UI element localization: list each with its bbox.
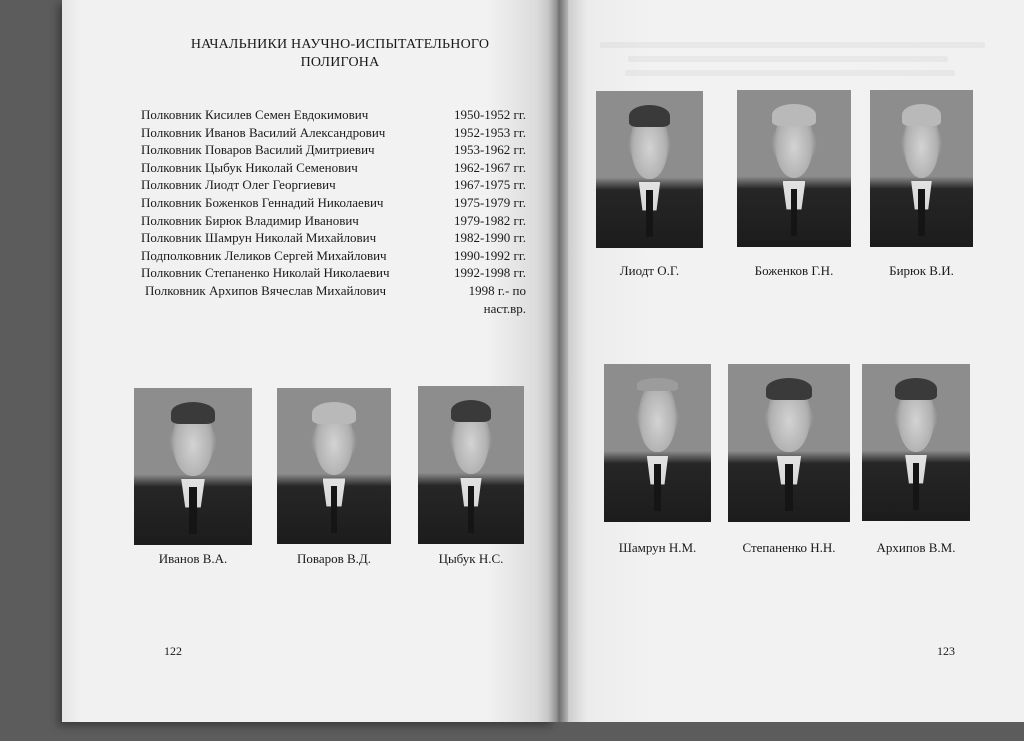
photo-caption: Шамрун Н.М. (618, 540, 697, 555)
photo-caption: Боженков Г.Н. (754, 263, 834, 278)
bleed-through-text (600, 42, 985, 48)
service-years: 1998 г.- по (468, 282, 526, 298)
portrait-photo (418, 386, 524, 544)
service-years: 1950-1952 гг. (453, 107, 526, 122)
list-item (141, 106, 526, 124)
list-item (141, 124, 526, 142)
commander-name: Полковник Шамрун Николай Михайлович (141, 230, 377, 246)
commander-name: Полковник Архипов Вячеслав Михайлович (145, 282, 387, 298)
portrait-hair (766, 378, 812, 400)
portrait-photo (737, 90, 851, 247)
portrait-tie (331, 486, 338, 533)
service-years: 1952-1953 гг. (453, 124, 526, 140)
portrait-photo (728, 364, 850, 522)
service-years: 1979-1982 гг. (453, 212, 526, 228)
commander-name: Полковник Цыбук Николай Семенович (141, 159, 358, 175)
commander-name: Полковник Бирюк Владимир Иванович (141, 212, 359, 228)
page-number: 122 (164, 644, 182, 658)
portrait-hair (171, 402, 216, 424)
portrait-photo (596, 91, 703, 248)
service-years: 1967-1975 гг. (453, 177, 526, 193)
bleed-through-text (628, 56, 948, 62)
portrait-photo (862, 364, 970, 521)
commander-name: Полковник Степаненко Николай Николаевич (141, 265, 390, 281)
service-years: 1990-1992 гг. (453, 247, 526, 263)
portrait-tie (913, 463, 919, 510)
portrait-tie (918, 189, 924, 236)
photo-caption: Бирюк В.И. (889, 263, 954, 278)
portrait-hair (312, 402, 355, 424)
commanders-list (141, 106, 526, 317)
portrait-tie (646, 190, 652, 237)
portrait-hair (629, 105, 670, 127)
service-years-continued: наст.вр. (483, 300, 526, 316)
portrait-photo (604, 364, 711, 522)
portrait-head (639, 383, 675, 453)
portrait-tie (785, 464, 792, 511)
portrait-hair (451, 400, 491, 422)
bleed-through-text (625, 70, 955, 76)
commander-name: Полковник Поваров Василий Дмитриевич (141, 142, 375, 158)
list-item (141, 282, 526, 300)
portrait-hair (895, 378, 936, 400)
photo-caption: Лиодт О.Г. (619, 263, 680, 278)
book-gutter (548, 0, 568, 722)
portrait-photo (870, 90, 973, 247)
commander-name: Полковник Кисилев Семен Евдокимович (141, 107, 369, 122)
commander-name: Полковник Боженков Геннадий Николаевич (141, 194, 384, 210)
portrait-hair (637, 378, 678, 391)
list-item (141, 229, 526, 247)
portrait-hair (772, 104, 815, 126)
portrait-hair (902, 104, 941, 126)
service-years: 1953-1962 гг. (453, 142, 526, 158)
service-years: 1975-1979 гг. (453, 194, 526, 210)
photo-caption: Поваров В.Д. (296, 551, 372, 566)
page-number: 123 (937, 644, 955, 658)
list-item (141, 212, 526, 230)
photo-caption: Иванов В.А. (158, 551, 228, 566)
photo-caption: Цыбук Н.С. (438, 551, 504, 566)
photo-caption: Архипов В.М. (876, 540, 956, 555)
commander-name: Полковник Лиодт Олег Георгиевич (141, 177, 336, 193)
page-title (140, 36, 540, 72)
portrait-tie (654, 464, 660, 511)
title-line-1: НАЧАЛЬНИКИ НАУЧНО-ИСПЫТАТЕЛЬНОГО (190, 37, 490, 52)
service-years: 1992-1998 гг. (453, 265, 526, 281)
service-years: 1962-1967 гг. (453, 159, 526, 175)
portrait-photo (277, 388, 391, 544)
portrait-photo (134, 388, 252, 545)
photo-caption: Степаненко Н.Н. (742, 540, 836, 555)
list-item (141, 176, 526, 194)
list-item (141, 264, 526, 282)
commander-name: Подполковник Леликов Сергей Михайлович (141, 247, 387, 263)
portrait-tie (791, 189, 798, 236)
portrait-tie (189, 487, 196, 534)
portrait-tie (468, 486, 474, 533)
service-years: 1982-1990 гг. (453, 230, 526, 246)
list-item (141, 159, 526, 177)
title-line-2: ПОЛИГОНА (300, 55, 380, 70)
list-item (141, 194, 526, 212)
list-item (141, 141, 526, 159)
list-item (141, 247, 526, 265)
commander-name: Полковник Иванов Василий Александрович (141, 124, 386, 140)
